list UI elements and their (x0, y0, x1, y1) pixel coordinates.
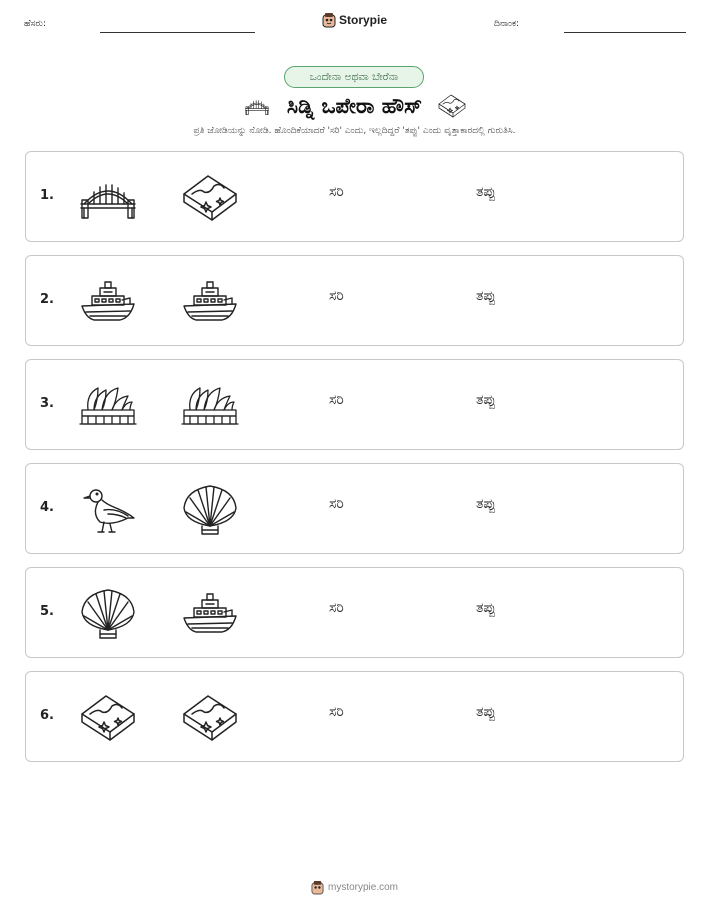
name-field[interactable] (100, 32, 255, 33)
option-true[interactable]: ಸರಿ (329, 600, 344, 616)
instructions-text: ಪ್ರತಿ ಜೋಡಿಯನ್ನು ನೋಡಿ. ಹೊಂದಿಕೆಯಾದರೆ 'ಸರಿ' ಎಂದು, ಇಲ್ಲದಿದ್ದರೆ 'ತಪ್ಪು' ಎಂದು ವೃತ್ತಾಕಾರದಲ್ಲಿ ಗುರುತಿಸಿ. (193, 126, 516, 136)
ferry-boat-icon (180, 586, 240, 642)
title-row (0, 88, 709, 124)
question-row (25, 359, 684, 450)
opera-house-icon (180, 378, 240, 434)
activity-badge: ಒಂದೇನಾ ಅಥವಾ ಬೇರೆನಾ (284, 66, 424, 88)
ferry-boat-icon (180, 274, 240, 330)
option-true[interactable]: ಸರಿ (329, 288, 344, 304)
option-false[interactable]: ತಪ್ಪು (476, 704, 496, 720)
option-false[interactable]: ತಪ್ಪು (476, 496, 496, 512)
question-number: 3. (40, 396, 54, 411)
question-row (25, 463, 684, 554)
question-row (25, 567, 684, 658)
option-true[interactable]: ಸರಿ (329, 496, 344, 512)
question-number: 5. (40, 604, 54, 619)
question-row (25, 151, 684, 242)
worksheet-header (0, 0, 709, 50)
sandstone-block-icon (180, 170, 240, 226)
question-row (25, 671, 684, 762)
footer (0, 880, 709, 895)
sandstone-block-icon (180, 690, 240, 746)
question-number: 6. (40, 708, 54, 723)
sandstone-block-icon (78, 690, 138, 746)
harbour-bridge-icon (241, 94, 273, 118)
option-false[interactable]: ತಪ್ಪು (476, 600, 496, 616)
date-field[interactable] (564, 32, 686, 33)
ferry-boat-icon (78, 274, 138, 330)
option-true[interactable]: ಸರಿ (329, 704, 344, 720)
option-false[interactable]: ತಪ್ಪು (476, 392, 496, 408)
page-title: ಸಿಡ್ನಿ ಒಪೇರಾ ಹೌಸ್ (286, 93, 423, 118)
sandstone-block-icon (436, 92, 468, 120)
seashell-icon (78, 586, 138, 642)
option-false[interactable]: ತಪ್ಪು (476, 184, 496, 200)
storypie-logo (322, 12, 387, 28)
seashell-icon (180, 482, 240, 538)
option-false[interactable]: ತಪ್ಪು (476, 288, 496, 304)
option-true[interactable]: ಸರಿ (329, 184, 344, 200)
storypie-mascot-icon (311, 880, 324, 895)
footer-url: mystorypie.com (327, 882, 398, 893)
opera-house-icon (78, 378, 138, 434)
name-label: ಹೆಸರು: (24, 19, 47, 29)
question-number: 2. (40, 292, 54, 307)
logo-text: Storypie (339, 13, 388, 27)
date-label: ದಿನಾಂಕ: (494, 19, 520, 29)
question-row (25, 255, 684, 346)
question-number: 1. (40, 188, 54, 203)
harbour-bridge-icon (78, 170, 138, 226)
question-number: 4. (40, 500, 54, 515)
storypie-mascot-icon (322, 12, 336, 28)
option-true[interactable]: ಸರಿ (329, 392, 344, 408)
seagull-icon (78, 482, 138, 538)
